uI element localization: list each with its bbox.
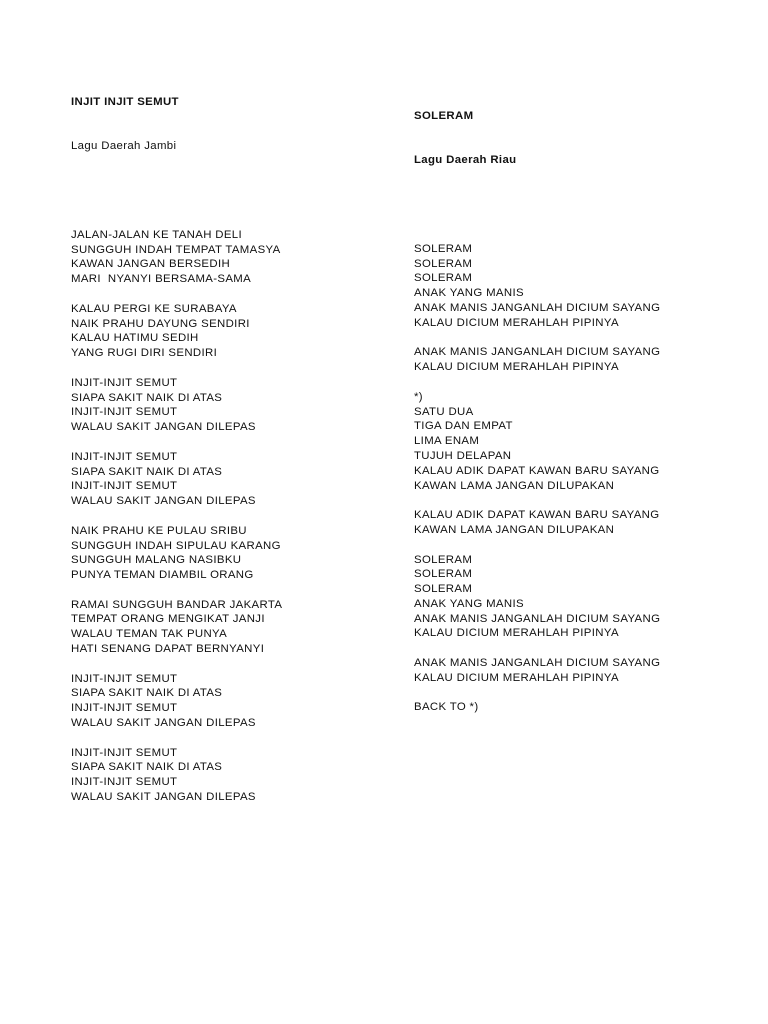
lyric-line: ANAK MANIS JANGANLAH DICIUM SAYANG — [414, 301, 661, 314]
lyric-line: RAMAI SUNGGUH BANDAR JAKARTA — [71, 598, 283, 611]
stanza-gap — [71, 361, 282, 376]
stanza-gap — [414, 641, 660, 656]
lyric-line: SATU DUA — [414, 405, 474, 418]
lyric-line: KALAU DICIUM MERAHLAH PIPINYA — [414, 361, 619, 374]
lyric-line: INJIT-INJIT SEMUT — [71, 480, 178, 493]
lyric-line: TIGA DAN EMPAT — [414, 420, 513, 433]
song-title: INJIT INJIT SEMUT — [71, 95, 179, 108]
lyric-line: WALAU SAKIT JANGAN DILEPAS — [71, 791, 256, 804]
lyric-line: KALAU ADIK DAPAT KAWAN BARU SAYANG — [414, 509, 660, 522]
stanza — [414, 553, 660, 642]
stanza — [71, 746, 282, 805]
lyric-line: INJIT-INJIT SEMUT — [71, 406, 178, 419]
lyric-line: *) — [414, 390, 423, 403]
lyric-line: SUNGGUH INDAH TEMPAT TAMASYA — [71, 243, 281, 256]
lyric-line: WALAU SAKIT JANGAN DILEPAS — [71, 717, 256, 730]
lyric-line: JALAN-JALAN KE TANAH DELI — [71, 228, 243, 241]
stanza — [71, 228, 282, 287]
song-injit-injit-semut — [71, 65, 282, 820]
stanza — [71, 376, 282, 435]
stanza-gap — [71, 287, 282, 302]
stanza-gap — [414, 686, 660, 701]
stanza-list — [71, 228, 282, 805]
lyric-line: BACK TO *) — [414, 701, 479, 714]
lyric-line: SOLERAM — [414, 257, 473, 270]
lyric-line: TEMPAT ORANG MENGIKAT JANJI — [71, 613, 265, 626]
stanza-gap — [414, 375, 660, 390]
lyric-line: SOLERAM — [414, 242, 473, 255]
stanza — [414, 345, 660, 375]
lyric-line: NAIK PRAHU KE PULAU SRIBU — [71, 524, 247, 537]
stanza-gap — [71, 183, 282, 198]
lyric-line: SOLERAM — [414, 272, 473, 285]
lyric-line: SIAPA SAKIT NAIK DI ATAS — [71, 761, 223, 774]
lyric-line: WALAU TEMAN TAK PUNYA — [71, 628, 228, 641]
stanza — [414, 390, 660, 494]
lyric-line: KALAU PERGI KE SURABAYA — [71, 302, 237, 315]
lyric-line: SUNGGUH INDAH SIPULAU KARANG — [71, 539, 281, 552]
stanza-gap — [414, 493, 660, 508]
lyric-line: SOLERAM — [414, 583, 473, 596]
lyric-line: SIAPA SAKIT NAIK DI ATAS — [71, 465, 223, 478]
lyric-line: INJIT-INJIT SEMUT — [71, 776, 178, 789]
lyric-line: INJIT-INJIT SEMUT — [71, 450, 178, 463]
stanza-gap — [71, 583, 282, 598]
lyric-line: MARI NYANYI BERSAMA-SAMA — [71, 273, 252, 286]
stanza — [414, 656, 660, 686]
lyric-line: ANAK YANG MANIS — [414, 287, 524, 300]
lyric-line: LIMA ENAM — [414, 435, 480, 448]
lyric-line: ANAK YANG MANIS — [414, 597, 524, 610]
stanza-gap — [71, 657, 282, 672]
song-subtitle: Lagu Daerah Jambi — [71, 139, 177, 152]
lyric-line: PUNYA TEMAN DIAMBIL ORANG — [71, 569, 254, 582]
stanza — [71, 524, 282, 583]
lyric-line: SUNGGUH MALANG NASIBKU — [71, 554, 242, 567]
lyric-line: KALAU HATIMU SEDIH — [71, 332, 199, 345]
lyric-line: INJIT-INJIT SEMUT — [71, 746, 178, 759]
lyric-line: YANG RUGI DIRI SENDIRI — [71, 347, 218, 360]
stanza-gap — [414, 331, 660, 346]
lyric-line: ANAK MANIS JANGANLAH DICIUM SAYANG — [414, 657, 661, 670]
stanza — [71, 302, 282, 361]
song-title: SOLERAM — [414, 109, 474, 122]
stanza-list — [414, 242, 660, 716]
stanza — [414, 242, 660, 331]
lyric-line: KAWAN LAMA JANGAN DILUPAKAN — [414, 479, 615, 492]
stanza-gap — [71, 731, 282, 746]
lyric-line: SIAPA SAKIT NAIK DI ATAS — [71, 391, 223, 404]
lyric-line: KALAU ADIK DAPAT KAWAN BARU SAYANG — [414, 464, 660, 477]
lyric-line: WALAU SAKIT JANGAN DILEPAS — [71, 421, 256, 434]
song-subtitle: Lagu Daerah Riau — [414, 153, 517, 166]
stanza — [414, 700, 660, 715]
song-soleram — [414, 79, 660, 730]
lyric-line: INJIT-INJIT SEMUT — [71, 702, 178, 715]
stanza — [71, 672, 282, 731]
stanza — [71, 450, 282, 509]
lyric-line: SOLERAM — [414, 553, 473, 566]
lyric-line: KAWAN JANGAN BERSEDIH — [71, 258, 231, 271]
stanza — [414, 508, 660, 538]
lyric-line: NAIK PRAHU DAYUNG SENDIRI — [71, 317, 250, 330]
lyric-line: ANAK MANIS JANGANLAH DICIUM SAYANG — [414, 346, 661, 359]
lyric-line: KAWAN LAMA JANGAN DILUPAKAN — [414, 523, 615, 536]
lyric-line: SIAPA SAKIT NAIK DI ATAS — [71, 687, 223, 700]
lyric-line: SOLERAM — [414, 568, 473, 581]
lyric-line: WALAU SAKIT JANGAN DILEPAS — [71, 495, 256, 508]
stanza-gap — [71, 435, 282, 450]
stanza-gap — [414, 197, 660, 212]
stanza-gap — [414, 538, 660, 553]
lyric-line: KALAU DICIUM MERAHLAH PIPINYA — [414, 671, 619, 684]
stanza — [71, 598, 282, 657]
lyric-line: INJIT-INJIT SEMUT — [71, 376, 178, 389]
lyric-line: KALAU DICIUM MERAHLAH PIPINYA — [414, 316, 619, 329]
lyric-line: ANAK MANIS JANGANLAH DICIUM SAYANG — [414, 612, 661, 625]
lyric-line: HATI SENANG DAPAT BERNYANYI — [71, 643, 265, 656]
lyric-line: KALAU DICIUM MERAHLAH PIPINYA — [414, 627, 619, 640]
stanza-gap — [71, 509, 282, 524]
lyric-line: TUJUH DELAPAN — [414, 449, 512, 462]
lyric-line: INJIT-INJIT SEMUT — [71, 672, 178, 685]
